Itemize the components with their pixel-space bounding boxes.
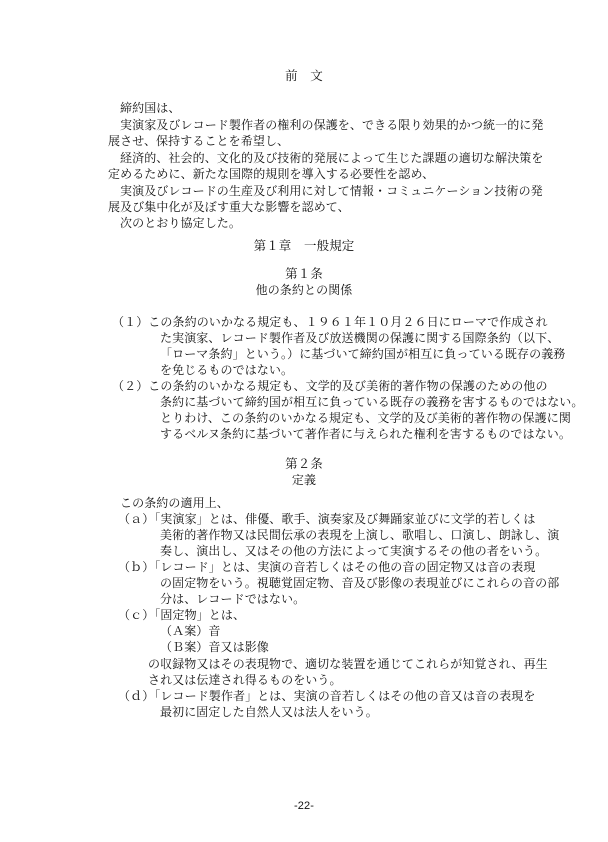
article2-line: の収録物又はその表現物で、適切な装置を通じてこれらが知覚され、再生	[148, 657, 548, 671]
article1-line: 「ローマ条約」という。）に基づいて締約国が相互に負っている既存の義務	[160, 347, 566, 361]
preamble-line: 実演家及びレコード製作者の権利の保護を、できる限り効果的かつ統一的に発	[120, 118, 544, 132]
preamble-line: 次のとおり協定した。	[120, 216, 242, 230]
article2-line: （ｃ）「固定物」とは、	[118, 608, 246, 622]
article1-number: 第１条	[285, 266, 323, 281]
article1-heading: 他の条約との関係	[255, 283, 353, 297]
article1-line: を免じるものではない。	[160, 363, 294, 377]
article2-line: （ａ）「実演家」とは、俳優、歌手、演奏家及び舞踊家並びに文学的若しくは	[118, 512, 536, 526]
article1-line: （２）この条約のいかなる規定も、文学的及び美術的著作物の保護のための他の	[112, 379, 548, 393]
article1-line: するベルヌ条約に基づいて著作者に与えられた権利を害するものではない。	[160, 427, 571, 441]
article1-line: た実演家、レコード製作者及び放送機関の保護に関する国際条約（以下、	[160, 331, 560, 345]
chapter-title: 第１章 一般規定	[253, 238, 355, 253]
article2-heading: 定義	[291, 473, 317, 487]
article2-line: （ｂ）「レコード」とは、実演の音若しくはその他の音の固定物又は音の表現	[118, 560, 536, 574]
article2-number: 第２条	[285, 456, 323, 471]
page-number: -22-	[294, 800, 314, 812]
article1-line: （１）この条約のいかなる規定も、１９６１年１０月２６日にローマで作成され	[112, 315, 548, 329]
article2-line: 奏し、演出し、又はその他の方法によって実演するその他の者をいう。	[160, 544, 548, 558]
article2-line: （Ａ案）音	[160, 624, 221, 638]
article1-line: とりわけ、この条約のいかなる規定も、文学的及び美術的著作物の保護に関	[160, 411, 571, 425]
preamble-line: 展及び集中化が及ぼす重大な影響を認めて、	[108, 200, 350, 214]
preamble-line: 展させ、保持することを希望し、	[108, 134, 290, 148]
article2-line: （ｄ）「レコード製作者」とは、実演の音若しくはその他の音又は音の表現を	[118, 689, 536, 703]
article2-line: の固定物をいう。視聴覚固定物、音及び影像の表現並びにこれらの音の部	[160, 576, 560, 590]
article2-line: 美術的著作物又は民間伝承の表現を上演し、歌唱し、口演し、朗詠し、演	[160, 528, 560, 542]
article2-line: （Ｂ案）音又は影像	[160, 640, 269, 654]
preamble-line: 定めるために、新たな国際的規則を導入する必要性を認め、	[108, 167, 435, 181]
preamble-line: 締約国は、	[120, 101, 181, 115]
preamble-line: 実演及びレコードの生産及び利用に対して情報・コミュニケーション技術の発	[120, 184, 543, 198]
article2-line: され又は伝達され得るものをいう。	[148, 673, 342, 687]
article2-line: 最初に固定した自然人又は法人をいう。	[160, 705, 378, 719]
article2-line: 分は、レコードではない。	[160, 592, 306, 606]
article2-line: この条約の適用上、	[120, 496, 229, 510]
preamble-title: 前 文	[285, 68, 323, 83]
preamble-line: 経済的、社会的、文化的及び技術的発展によって生じた課題の適切な解決策を	[120, 151, 544, 165]
article1-line: 条約に基づいて締約国が相互に負っている既存の義務を害するものではない。	[160, 395, 584, 409]
